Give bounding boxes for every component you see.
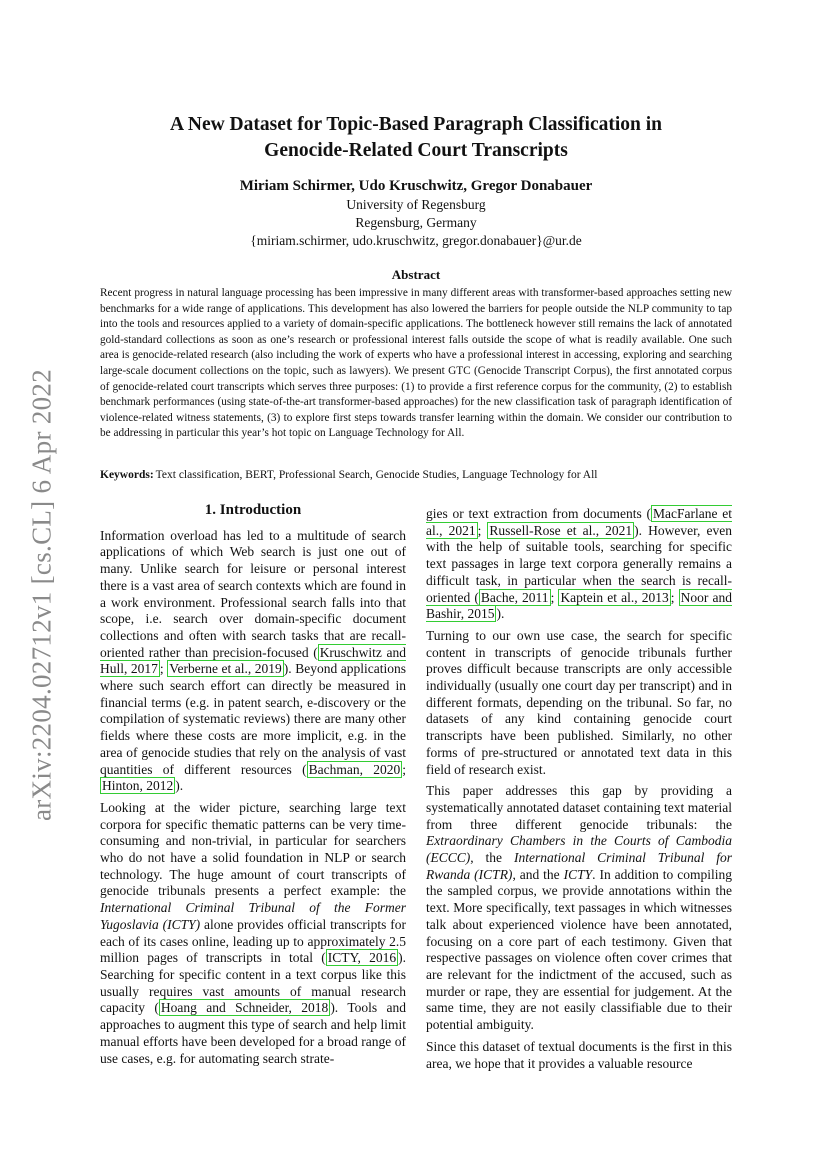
text-run: ). Tools and approaches to augment this type of search and help limit manual efforts have been developed for a broad range of use cases, e.g. for automating search strate- [100, 1000, 406, 1066]
italic-text: ICTY [563, 866, 593, 882]
affiliation-location: Regensburg, Germany [355, 215, 477, 230]
text-run: ; [477, 522, 488, 538]
citation-link[interactable]: Hinton, 2012 [102, 778, 174, 794]
section-heading-introduction: 1. Introduction [204, 502, 302, 518]
citation-link[interactable]: Bachman, 2020 [308, 761, 401, 777]
keywords [100, 469, 732, 481]
paragraph [426, 783, 732, 1034]
paragraph: Since this dataset of textual documents is the first in this area, we hope that it provides a valuable resource [426, 1038, 732, 1071]
text-run: ). [175, 778, 184, 794]
abstract-heading: Abstract [391, 267, 441, 282]
left-column [100, 500, 406, 1072]
text-run: alone provides official transcripts for each of its cases online, leading up to approximately 2.5 million pages of transcripts in total ( [100, 916, 406, 966]
text-run: ). Searching for specific content in a text corpus like this usually requires vast amounts of manual research capacity ( [100, 950, 406, 1016]
citation-link[interactable]: MacFarlane et al., 2021 [426, 506, 733, 538]
paper-title [100, 112, 732, 164]
arxiv-id: arXiv:2204.02712v1 [cs.CL] 6 Apr 2022 [26, 368, 57, 822]
title-line-2: Genocide-Related Court Transcripts [264, 140, 568, 161]
text-run: ). However, even with the help of suitable tools, searching for specific text passages in large text corpora generally remains a difficult task, in particular when the search is recall-oriented ( [426, 522, 732, 605]
text-run: This paper addresses this gap by providing a systematically annotated dataset containing text material from three different genocide tribunals: the [426, 783, 732, 832]
text-run: ). [496, 606, 505, 622]
italic-text: Extraordinary Chambers in the Courts of Cambodia (ECCC) [426, 833, 732, 866]
affiliation-university: University of Regensburg [346, 197, 486, 212]
paragraph [426, 506, 732, 623]
citation-link[interactable]: Hoang and Schneider, 2018 [160, 1000, 329, 1016]
text-run: ; [402, 761, 407, 777]
authors: Miriam Schirmer, Udo Kruschwitz, Gregor Donabauer [239, 178, 593, 194]
paragraph [100, 528, 406, 795]
keywords-list: Text classification, BERT, Professional Search, Genocide Studies, Language Technology for All [155, 469, 598, 481]
text-run: ; [670, 589, 679, 605]
title-line-1: A New Dataset for Topic-Based Paragraph Classification in [169, 114, 663, 135]
citation-link[interactable]: Noor and Bashir, 2015 [426, 589, 732, 622]
keywords-label: Keywords: [100, 469, 154, 481]
affiliation [100, 196, 732, 250]
italic-text: International Criminal Tribunal for Rwanda (ICTR) [426, 850, 732, 882]
text-run: Information overload has led to a multitude of search applications of which Web search is just one out of many. Unlike search for leisure or personal interest there is a vast area of search contexts which are found in a work environment. Professional search falls into that scope, i.e. search over domain-specific document collections and often with search tasks that are recall-oriented rather than precision-focused ( [100, 527, 406, 660]
citation-link[interactable]: Kruschwitz and Hull, 2017 [100, 644, 406, 677]
arxiv-stamp [22, 370, 62, 820]
citation-link[interactable]: Kaptein et al., 2013 [560, 589, 669, 605]
text-run: ). Beyond applications where such search effort can directly be measured in financial terms (e.g. in patent search, e-discovery or the compilation of systematic reviews) there are many other fields where these costs are more implicit, e.g. in the area of genocide studies that rely on the analysis of vast quantities of different resources ( [100, 661, 406, 777]
text-run: ; [550, 589, 559, 605]
citation-link[interactable]: ICTY, 2016 [327, 950, 397, 966]
text-run: . In addition to compiling the sampled corpus, we provide annotations within the text. More specifically, text passages in which witnesses talk about experienced violence have been annotated, focusing on a core part of each testimony. Given that respective passages on violence often cover crimes that are relevant for the indictment of the accused, such as murder or rape, they are essential for judgement. At the same time, they are not easily classifiable due to their potential ambiguity. [426, 866, 732, 1033]
text-run: Looking at the wider picture, searching large text corpora for specific thematic patterns can be very time-consuming and non-trivial, in particular for searchers who do not have a solid foundation in NLP or search technology. The huge amount of court transcripts of genocide tribunals presents a perfect example: the [100, 799, 406, 899]
paragraph [100, 800, 406, 1067]
right-column [426, 506, 732, 1077]
italic-text: International Criminal Tribunal of the Former Yugoslavia (ICTY) [100, 900, 406, 932]
paragraph: Turning to our own use case, the search for specific content in transcripts of genocide tribunals further proves difficult because transcripts are only accessible individually (usually one court day per transcript) and in different formats, depending on the tribunal. So far, no datasets of any kind containing genocide court transcripts have been published. Similarly, no other forms of pre-structured or annotated text data in this field of research exist. [426, 627, 732, 777]
text-run: gies or text extraction from documents ( [426, 506, 652, 521]
citation-link[interactable]: Russell-Rose et al., 2021 [489, 522, 633, 538]
text-run: , the [470, 850, 514, 866]
affiliation-emails: {miriam.schirmer, udo.kruschwitz, gregor.donabauer}@ur.de [250, 233, 582, 248]
text-run: , and the [512, 866, 564, 882]
citation-link[interactable]: Bache, 2011 [480, 589, 549, 605]
abstract-text: Recent progress in natural language processing has been impressive in many different areas with transformer-based approaches setting new benchmarks for a wide range of applications. This development has also lowered the barriers for people outside the NLP community to tap into the tools and resources applied to a variety of domain-specific applications. The bottleneck however still remains the lack of annotated gold-standard collections as soon as one’s research or professional interest falls outside the scope of what is readily available. One such area is genocide-related research (also including the work of experts who have a professional interest in accessing, exploring and searching large-scale document collections on the topic, such as lawyers). We present GTC (Genocide Transcript Corpus), the first annotated corpus of genocide-related court transcripts which serves three purposes: (1) to provide a first reference corpus for the community, (2) to establish benchmark performances (using state-of-the-art transformer-based approaches) for the new classification task of paragraph identification of violence-related witness statements, (3) to explore first steps towards transfer learning within the domain. We consider our contribution to be addressing in particular this year’s hot topic on Language Technology for All. [100, 287, 732, 440]
citation-link[interactable]: Verberne et al., 2019 [169, 661, 282, 677]
text-run: ; [159, 661, 168, 677]
